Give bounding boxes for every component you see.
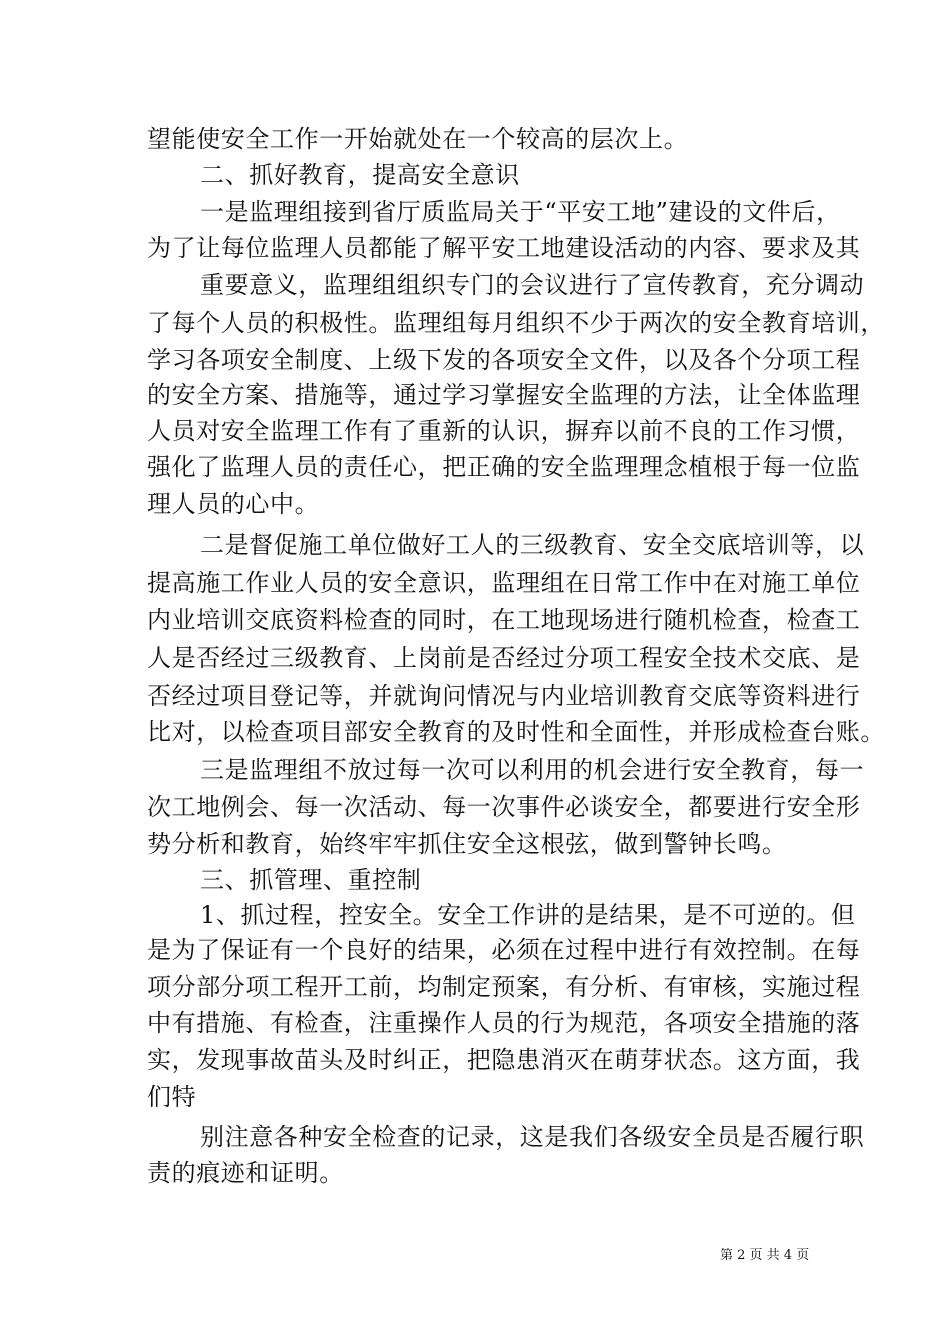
text-line: 理人员的心中。	[147, 490, 320, 518]
text-line: 一是监理组接到省厅质监局关于“平安工地”建设的文件后，	[200, 198, 841, 226]
text-line: 了每个人员的积极性。监理组每月组织不少于两次的安全教育培训，	[147, 309, 885, 337]
text-line: 否经过项目登记等，并就询问情况与内业培训教育交底等资料进行	[147, 682, 861, 710]
page-number: 第 2 页 共 4 页	[720, 1248, 810, 1263]
text-line: 责的痕迹和证明。	[147, 1159, 344, 1187]
text-line: 实，发现事故苗头及时纠正，把隐患消灭在萌芽状态。这方面，我	[147, 1046, 861, 1074]
text-line: 是为了保证有一个良好的结果，必须在过程中进行有效控制。在每	[147, 936, 861, 964]
text-line: 重要意义，监理组组织专门的会议进行了宣传教育，充分调动	[200, 271, 865, 299]
text-line: 内业培训交底资料检查的同时，在工地现场进行随机检查，检查工	[147, 606, 861, 634]
text-line: 强化了监理人员的责任心，把正确的安全监理理念植根于每一位监	[147, 453, 861, 481]
section-heading: 三、抓管理、重控制	[200, 866, 422, 894]
text-line: 们特	[147, 1083, 197, 1111]
text-line: 二是督促施工单位做好工人的三级教育、安全交底培训等，以	[200, 531, 865, 559]
text-line: 项分部分项工程开工前，均制定预案，有分析、有审核，实施过程	[147, 973, 861, 1001]
text-line: 三是监理组不放过每一次可以利用的机会进行安全教育，每一	[200, 756, 865, 784]
text-line: 人员对安全监理工作有了重新的认识，摒弃以前不良的工作习惯，	[147, 417, 861, 445]
section-heading: 二、抓好教育，提高安全意识	[200, 161, 520, 189]
text-line: 别注意各种安全检查的记录，这是我们各级安全员是否履行职	[200, 1123, 865, 1151]
text-line: 提高施工作业人员的安全意识，监理组在日常工作中在对施工单位	[147, 569, 861, 597]
text-line: 望能使安全工作一开始就处在一个较高的层次上。	[147, 125, 689, 153]
text-line: 次工地例会、每一次活动、每一次事件必谈安全，都要进行安全形	[147, 793, 861, 821]
text-line: 的安全方案、措施等，通过学习掌握安全监理的方法，让全体监理	[147, 381, 861, 409]
text-line: 人是否经过三级教育、上岗前是否经过分项工程安全技术交底、是	[147, 644, 861, 672]
text-line: 1、抓过程，控安全。安全工作讲的是结果，是不可逆的。但	[200, 901, 856, 929]
text-line: 中有措施、有检查，注重操作人员的行为规范，各项安全措施的落	[147, 1009, 861, 1037]
text-line: 学习各项安全制度、上级下发的各项安全文件，以及各个分项工程	[147, 346, 861, 374]
text-line: 比对，以检查项目部安全教育的及时性和全面性，并形成检查台账。	[147, 718, 885, 746]
text-line: 为了让每位监理人员都能了解平安工地建设活动的内容、要求及其	[147, 234, 861, 262]
text-line: 势分析和教育，始终牢牢抓住安全这根弦，做到警钟长鸣。	[147, 830, 787, 858]
